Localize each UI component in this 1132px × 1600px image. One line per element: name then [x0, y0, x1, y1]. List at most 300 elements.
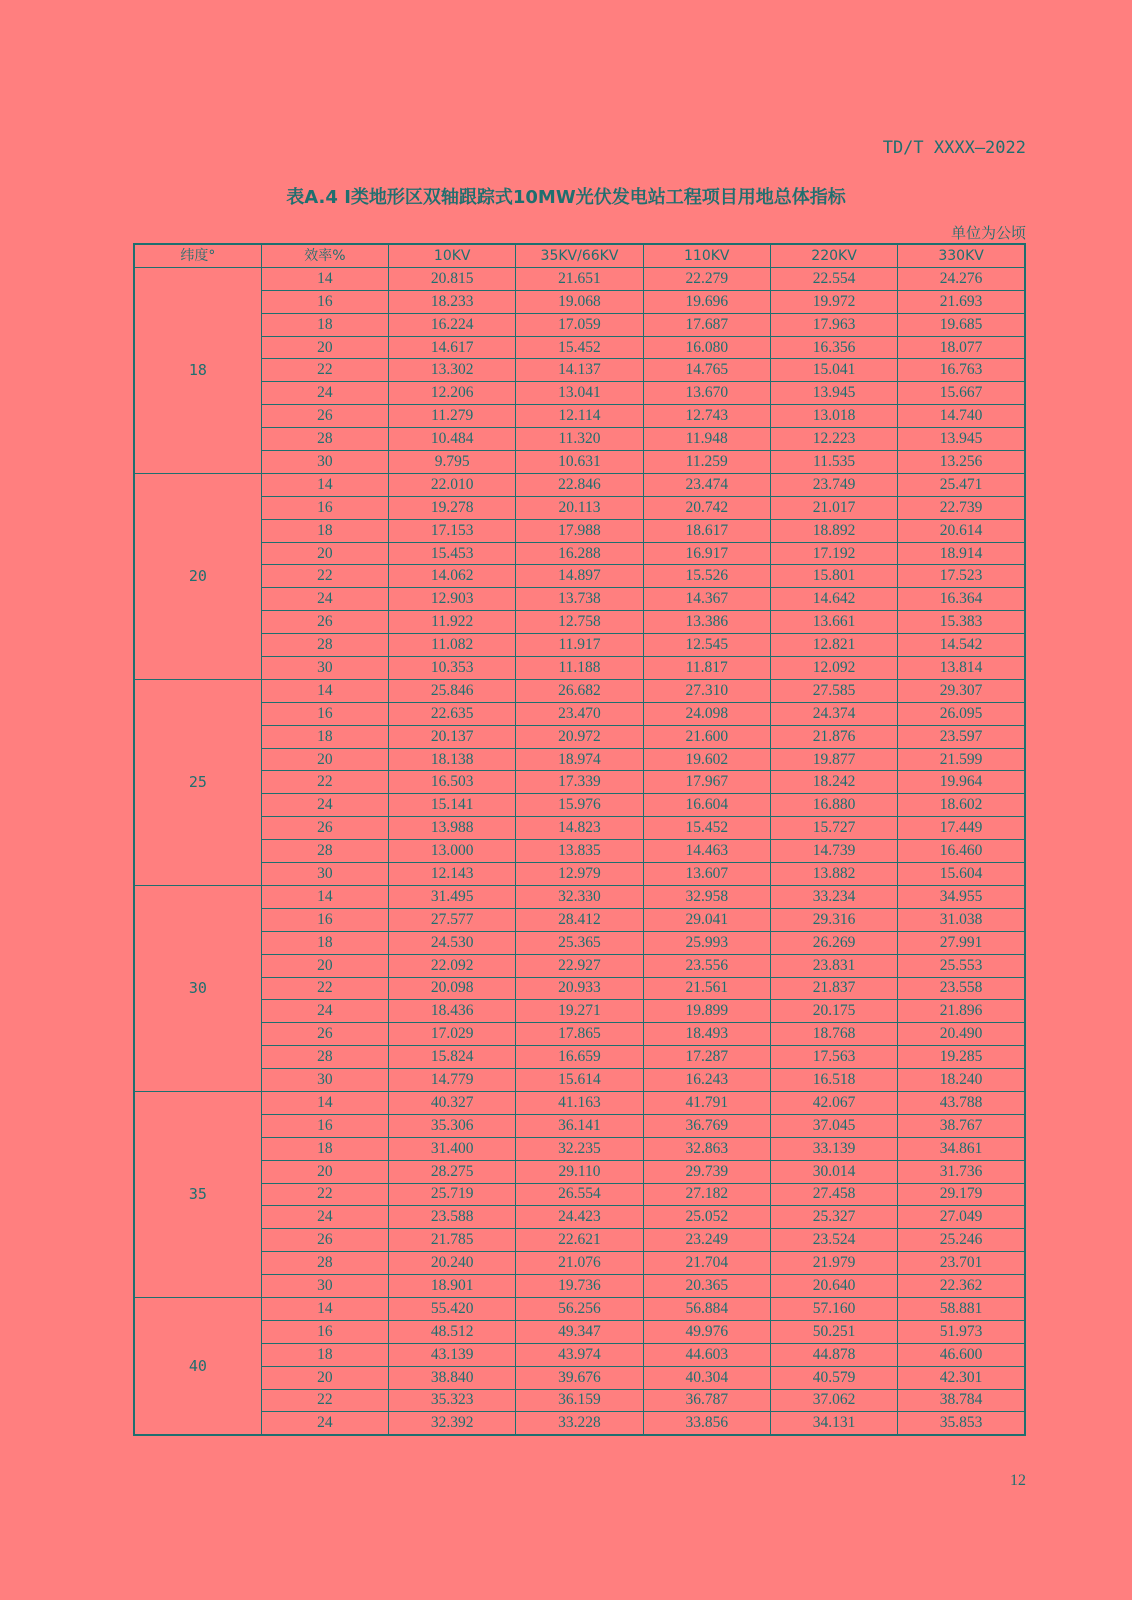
value-cell: 14.765 — [643, 359, 770, 382]
value-cell: 11.922 — [389, 611, 516, 634]
value-cell: 26.554 — [516, 1183, 643, 1206]
efficiency-cell: 18 — [261, 931, 388, 954]
efficiency-cell: 26 — [261, 1229, 388, 1252]
table-row — [134, 473, 1025, 496]
value-cell: 40.327 — [389, 1091, 516, 1114]
table-row — [134, 1069, 1025, 1092]
value-cell: 10.484 — [389, 428, 516, 451]
value-cell: 12.979 — [516, 863, 643, 886]
value-cell: 11.082 — [389, 634, 516, 657]
value-cell: 23.588 — [389, 1206, 516, 1229]
document-code: TD/T XXXX—2022 — [882, 138, 1026, 158]
efficiency-cell: 22 — [261, 359, 388, 382]
table-row — [134, 382, 1025, 405]
table-row — [134, 634, 1025, 657]
efficiency-cell: 14 — [261, 473, 388, 496]
value-cell: 31.038 — [898, 908, 1025, 931]
value-cell: 25.846 — [389, 679, 516, 702]
value-cell: 31.400 — [389, 1137, 516, 1160]
table-row — [134, 290, 1025, 313]
table-title: 表A.4 Ⅰ类地形区双轴跟踪式10MW光伏发电站工程项目用地总体指标 — [286, 187, 846, 208]
efficiency-cell: 14 — [261, 679, 388, 702]
table-row — [134, 1412, 1025, 1435]
efficiency-cell: 24 — [261, 794, 388, 817]
value-cell: 37.062 — [770, 1389, 897, 1412]
value-cell: 33.139 — [770, 1137, 897, 1160]
value-cell: 11.948 — [643, 428, 770, 451]
value-cell: 14.739 — [770, 840, 897, 863]
value-cell: 16.243 — [643, 1069, 770, 1092]
value-cell: 14.617 — [389, 336, 516, 359]
efficiency-cell: 16 — [261, 496, 388, 519]
table-header — [134, 244, 1025, 267]
value-cell: 12.545 — [643, 634, 770, 657]
value-cell: 22.739 — [898, 496, 1025, 519]
value-cell: 18.240 — [898, 1069, 1025, 1092]
value-cell: 16.659 — [516, 1046, 643, 1069]
value-cell: 21.017 — [770, 496, 897, 519]
value-cell: 27.991 — [898, 931, 1025, 954]
value-cell: 49.976 — [643, 1320, 770, 1343]
value-cell: 33.856 — [643, 1412, 770, 1435]
table-row — [134, 657, 1025, 680]
value-cell: 17.153 — [389, 519, 516, 542]
efficiency-cell: 24 — [261, 1412, 388, 1435]
value-cell: 44.878 — [770, 1343, 897, 1366]
value-cell: 51.973 — [898, 1320, 1025, 1343]
value-cell: 12.743 — [643, 405, 770, 428]
value-cell: 23.556 — [643, 954, 770, 977]
efficiency-cell: 20 — [261, 748, 388, 771]
value-cell: 13.882 — [770, 863, 897, 886]
value-cell: 17.523 — [898, 565, 1025, 588]
col-header-latitude: 纬度° — [134, 244, 261, 267]
table-row — [134, 1343, 1025, 1366]
value-cell: 16.763 — [898, 359, 1025, 382]
value-cell: 12.223 — [770, 428, 897, 451]
value-cell: 39.676 — [516, 1366, 643, 1389]
table-row — [134, 863, 1025, 886]
value-cell: 24.098 — [643, 702, 770, 725]
value-cell: 37.045 — [770, 1114, 897, 1137]
value-cell: 16.224 — [389, 313, 516, 336]
table-row — [134, 679, 1025, 702]
value-cell: 25.553 — [898, 954, 1025, 977]
value-cell: 21.979 — [770, 1252, 897, 1275]
value-cell: 29.316 — [770, 908, 897, 931]
value-cell: 19.696 — [643, 290, 770, 313]
value-cell: 16.460 — [898, 840, 1025, 863]
value-cell: 46.600 — [898, 1343, 1025, 1366]
value-cell: 19.685 — [898, 313, 1025, 336]
value-cell: 23.470 — [516, 702, 643, 725]
value-cell: 18.077 — [898, 336, 1025, 359]
value-cell: 11.917 — [516, 634, 643, 657]
value-cell: 18.892 — [770, 519, 897, 542]
value-cell: 21.896 — [898, 1000, 1025, 1023]
col-header-330kv: 330KV — [898, 244, 1025, 267]
value-cell: 18.602 — [898, 794, 1025, 817]
value-cell: 57.160 — [770, 1297, 897, 1320]
table-row — [134, 542, 1025, 565]
value-cell: 22.846 — [516, 473, 643, 496]
value-cell: 41.791 — [643, 1091, 770, 1114]
value-cell: 27.310 — [643, 679, 770, 702]
value-cell: 11.188 — [516, 657, 643, 680]
efficiency-cell: 22 — [261, 1389, 388, 1412]
table-row — [134, 1046, 1025, 1069]
value-cell: 32.958 — [643, 885, 770, 908]
value-cell: 35.306 — [389, 1114, 516, 1137]
col-header-220kv: 220KV — [770, 244, 897, 267]
table-row — [134, 1275, 1025, 1298]
table-row — [134, 1091, 1025, 1114]
value-cell: 21.785 — [389, 1229, 516, 1252]
value-cell: 25.365 — [516, 931, 643, 954]
value-cell: 17.963 — [770, 313, 897, 336]
value-cell: 21.693 — [898, 290, 1025, 313]
value-cell: 38.840 — [389, 1366, 516, 1389]
efficiency-cell: 18 — [261, 1343, 388, 1366]
value-cell: 10.631 — [516, 451, 643, 474]
value-cell: 32.330 — [516, 885, 643, 908]
table-row — [134, 405, 1025, 428]
value-cell: 29.307 — [898, 679, 1025, 702]
value-cell: 11.535 — [770, 451, 897, 474]
value-cell: 27.182 — [643, 1183, 770, 1206]
efficiency-cell: 14 — [261, 885, 388, 908]
value-cell: 17.192 — [770, 542, 897, 565]
value-cell: 18.914 — [898, 542, 1025, 565]
value-cell: 22.010 — [389, 473, 516, 496]
value-cell: 15.383 — [898, 611, 1025, 634]
efficiency-cell: 22 — [261, 565, 388, 588]
value-cell: 26.095 — [898, 702, 1025, 725]
unit-note: 单位为公顷 — [950, 224, 1026, 242]
value-cell: 26.269 — [770, 931, 897, 954]
value-cell: 22.279 — [643, 267, 770, 290]
value-cell: 15.604 — [898, 863, 1025, 886]
value-cell: 14.823 — [516, 817, 643, 840]
value-cell: 56.884 — [643, 1297, 770, 1320]
value-cell: 58.881 — [898, 1297, 1025, 1320]
value-cell: 43.974 — [516, 1343, 643, 1366]
value-cell: 21.076 — [516, 1252, 643, 1275]
col-header-10kv: 10KV — [389, 244, 516, 267]
table-row — [134, 840, 1025, 863]
table-row — [134, 1206, 1025, 1229]
value-cell: 23.597 — [898, 725, 1025, 748]
value-cell: 20.113 — [516, 496, 643, 519]
value-cell: 21.651 — [516, 267, 643, 290]
table-row — [134, 1297, 1025, 1320]
value-cell: 20.742 — [643, 496, 770, 519]
value-cell: 23.524 — [770, 1229, 897, 1252]
value-cell: 9.795 — [389, 451, 516, 474]
value-cell: 12.206 — [389, 382, 516, 405]
efficiency-cell: 16 — [261, 908, 388, 931]
value-cell: 25.327 — [770, 1206, 897, 1229]
efficiency-cell: 18 — [261, 725, 388, 748]
value-cell: 22.092 — [389, 954, 516, 977]
value-cell: 25.719 — [389, 1183, 516, 1206]
table-row — [134, 1000, 1025, 1023]
efficiency-cell: 14 — [261, 1091, 388, 1114]
efficiency-cell: 20 — [261, 954, 388, 977]
table-row — [134, 1023, 1025, 1046]
value-cell: 21.837 — [770, 977, 897, 1000]
value-cell: 16.503 — [389, 771, 516, 794]
value-cell: 31.736 — [898, 1160, 1025, 1183]
value-cell: 24.374 — [770, 702, 897, 725]
efficiency-cell: 16 — [261, 1114, 388, 1137]
value-cell: 12.758 — [516, 611, 643, 634]
efficiency-cell: 28 — [261, 1046, 388, 1069]
value-cell: 27.585 — [770, 679, 897, 702]
table-row — [134, 1320, 1025, 1343]
value-cell: 23.474 — [643, 473, 770, 496]
efficiency-cell: 30 — [261, 1275, 388, 1298]
efficiency-cell: 22 — [261, 1183, 388, 1206]
table-row — [134, 451, 1025, 474]
value-cell: 19.972 — [770, 290, 897, 313]
value-cell: 19.899 — [643, 1000, 770, 1023]
value-cell: 38.767 — [898, 1114, 1025, 1137]
table-row — [134, 1229, 1025, 1252]
value-cell: 13.945 — [898, 428, 1025, 451]
efficiency-cell: 14 — [261, 267, 388, 290]
table-row — [134, 1160, 1025, 1183]
table-row — [134, 771, 1025, 794]
value-cell: 41.163 — [516, 1091, 643, 1114]
value-cell: 12.903 — [389, 588, 516, 611]
table-row — [134, 908, 1025, 931]
value-cell: 33.228 — [516, 1412, 643, 1435]
value-cell: 15.141 — [389, 794, 516, 817]
value-cell: 17.865 — [516, 1023, 643, 1046]
value-cell: 13.661 — [770, 611, 897, 634]
value-cell: 27.577 — [389, 908, 516, 931]
efficiency-cell: 22 — [261, 771, 388, 794]
value-cell: 20.365 — [643, 1275, 770, 1298]
table-row — [134, 1183, 1025, 1206]
value-cell: 44.603 — [643, 1343, 770, 1366]
table-row — [134, 519, 1025, 542]
efficiency-cell: 30 — [261, 1069, 388, 1092]
value-cell: 29.179 — [898, 1183, 1025, 1206]
value-cell: 29.739 — [643, 1160, 770, 1183]
table-row — [134, 1366, 1025, 1389]
value-cell: 25.993 — [643, 931, 770, 954]
value-cell: 24.423 — [516, 1206, 643, 1229]
value-cell: 30.014 — [770, 1160, 897, 1183]
value-cell: 28.412 — [516, 908, 643, 931]
value-cell: 15.667 — [898, 382, 1025, 405]
value-cell: 13.018 — [770, 405, 897, 428]
value-cell: 17.029 — [389, 1023, 516, 1046]
value-cell: 11.279 — [389, 405, 516, 428]
value-cell: 13.738 — [516, 588, 643, 611]
value-cell: 23.831 — [770, 954, 897, 977]
value-cell: 19.068 — [516, 290, 643, 313]
table-row — [134, 359, 1025, 382]
value-cell: 13.835 — [516, 840, 643, 863]
header-row — [134, 244, 1025, 267]
value-cell: 16.880 — [770, 794, 897, 817]
value-cell: 17.687 — [643, 313, 770, 336]
value-cell: 42.067 — [770, 1091, 897, 1114]
efficiency-cell: 26 — [261, 611, 388, 634]
value-cell: 20.614 — [898, 519, 1025, 542]
value-cell: 14.137 — [516, 359, 643, 382]
value-cell: 27.458 — [770, 1183, 897, 1206]
latitude-cell: 20 — [134, 473, 261, 679]
col-header-efficiency: 效率% — [261, 244, 388, 267]
value-cell: 16.364 — [898, 588, 1025, 611]
value-cell: 22.927 — [516, 954, 643, 977]
value-cell: 36.769 — [643, 1114, 770, 1137]
value-cell: 31.495 — [389, 885, 516, 908]
value-cell: 20.490 — [898, 1023, 1025, 1046]
latitude-cell: 35 — [134, 1091, 261, 1297]
value-cell: 26.682 — [516, 679, 643, 702]
table-row — [134, 496, 1025, 519]
value-cell: 15.801 — [770, 565, 897, 588]
value-cell: 13.386 — [643, 611, 770, 634]
latitude-cell: 18 — [134, 267, 261, 473]
efficiency-cell: 24 — [261, 588, 388, 611]
value-cell: 19.877 — [770, 748, 897, 771]
value-cell: 23.249 — [643, 1229, 770, 1252]
efficiency-cell: 14 — [261, 1297, 388, 1320]
value-cell: 15.727 — [770, 817, 897, 840]
value-cell: 25.471 — [898, 473, 1025, 496]
efficiency-cell: 20 — [261, 336, 388, 359]
table-row — [134, 1137, 1025, 1160]
value-cell: 14.463 — [643, 840, 770, 863]
latitude-cell: 25 — [134, 679, 261, 885]
efficiency-cell: 24 — [261, 1000, 388, 1023]
value-cell: 15.824 — [389, 1046, 516, 1069]
value-cell: 20.240 — [389, 1252, 516, 1275]
efficiency-cell: 16 — [261, 702, 388, 725]
value-cell: 23.749 — [770, 473, 897, 496]
latitude-cell: 40 — [134, 1297, 261, 1435]
value-cell: 24.276 — [898, 267, 1025, 290]
value-cell: 13.988 — [389, 817, 516, 840]
page-number: 12 — [1010, 1472, 1026, 1489]
value-cell: 20.098 — [389, 977, 516, 1000]
value-cell: 12.092 — [770, 657, 897, 680]
value-cell: 19.602 — [643, 748, 770, 771]
col-header-35-66kv: 35KV/66KV — [516, 244, 643, 267]
value-cell: 20.972 — [516, 725, 643, 748]
value-cell: 36.141 — [516, 1114, 643, 1137]
value-cell: 42.301 — [898, 1366, 1025, 1389]
value-cell: 14.897 — [516, 565, 643, 588]
value-cell: 15.526 — [643, 565, 770, 588]
table-row — [134, 794, 1025, 817]
table-row — [134, 611, 1025, 634]
value-cell: 25.052 — [643, 1206, 770, 1229]
value-cell: 15.452 — [516, 336, 643, 359]
value-cell: 14.642 — [770, 588, 897, 611]
value-cell: 27.049 — [898, 1206, 1025, 1229]
value-cell: 18.974 — [516, 748, 643, 771]
table-row — [134, 954, 1025, 977]
value-cell: 16.356 — [770, 336, 897, 359]
value-cell: 13.607 — [643, 863, 770, 886]
value-cell: 13.000 — [389, 840, 516, 863]
value-cell: 20.175 — [770, 1000, 897, 1023]
value-cell: 22.362 — [898, 1275, 1025, 1298]
table-row — [134, 336, 1025, 359]
value-cell: 19.271 — [516, 1000, 643, 1023]
table-row — [134, 565, 1025, 588]
value-cell: 19.736 — [516, 1275, 643, 1298]
efficiency-cell: 16 — [261, 290, 388, 313]
value-cell: 35.853 — [898, 1412, 1025, 1435]
value-cell: 28.275 — [389, 1160, 516, 1183]
value-cell: 43.788 — [898, 1091, 1025, 1114]
value-cell: 35.323 — [389, 1389, 516, 1412]
value-cell: 12.114 — [516, 405, 643, 428]
land-use-index-table — [133, 243, 1026, 1436]
efficiency-cell: 28 — [261, 840, 388, 863]
table-row — [134, 1114, 1025, 1137]
value-cell: 17.287 — [643, 1046, 770, 1069]
value-cell: 17.449 — [898, 817, 1025, 840]
value-cell: 56.256 — [516, 1297, 643, 1320]
value-cell: 10.353 — [389, 657, 516, 680]
value-cell: 49.347 — [516, 1320, 643, 1343]
latitude-cell: 30 — [134, 885, 261, 1091]
value-cell: 11.320 — [516, 428, 643, 451]
value-cell: 36.159 — [516, 1389, 643, 1412]
value-cell: 19.278 — [389, 496, 516, 519]
value-cell: 32.863 — [643, 1137, 770, 1160]
value-cell: 18.901 — [389, 1275, 516, 1298]
value-cell: 14.062 — [389, 565, 516, 588]
value-cell: 14.542 — [898, 634, 1025, 657]
value-cell: 15.614 — [516, 1069, 643, 1092]
value-cell: 21.704 — [643, 1252, 770, 1275]
value-cell: 48.512 — [389, 1320, 516, 1343]
value-cell: 16.917 — [643, 542, 770, 565]
efficiency-cell: 30 — [261, 657, 388, 680]
value-cell: 21.600 — [643, 725, 770, 748]
value-cell: 20.815 — [389, 267, 516, 290]
value-cell: 14.779 — [389, 1069, 516, 1092]
value-cell: 40.304 — [643, 1366, 770, 1389]
table-row — [134, 977, 1025, 1000]
value-cell: 13.670 — [643, 382, 770, 405]
efficiency-cell: 30 — [261, 451, 388, 474]
value-cell: 11.259 — [643, 451, 770, 474]
value-cell: 22.621 — [516, 1229, 643, 1252]
value-cell: 18.768 — [770, 1023, 897, 1046]
efficiency-cell: 20 — [261, 542, 388, 565]
table-row — [134, 428, 1025, 451]
value-cell: 15.453 — [389, 542, 516, 565]
value-cell: 21.561 — [643, 977, 770, 1000]
value-cell: 18.233 — [389, 290, 516, 313]
value-cell: 29.110 — [516, 1160, 643, 1183]
table-row — [134, 885, 1025, 908]
efficiency-cell: 26 — [261, 405, 388, 428]
efficiency-cell: 26 — [261, 1023, 388, 1046]
efficiency-cell: 26 — [261, 817, 388, 840]
